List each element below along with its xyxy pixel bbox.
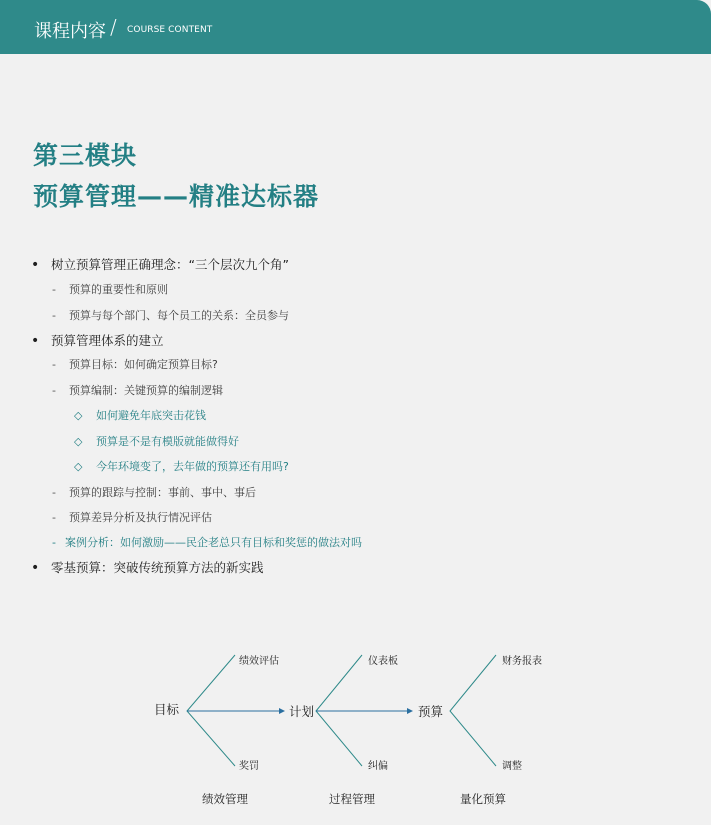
- caption-process-mgmt: 过程管理: [329, 792, 375, 806]
- outline-subitem: [52, 307, 289, 323]
- caption-perf-mgmt: 绩效管理: [202, 792, 248, 806]
- dash-icon: -: [52, 283, 56, 296]
- outline-subitem: [52, 509, 212, 525]
- outline-text: 预算与每个部门、每个员工的关系：全员参与: [69, 309, 289, 322]
- outline-text: 预算管理体系的建立: [51, 333, 164, 348]
- header-subtitle: COURSE CONTENT: [127, 25, 213, 35]
- bullet-icon: •: [31, 257, 40, 273]
- outline-text: 今年环境变了，去年做的预算还有用吗?: [96, 460, 289, 473]
- header-bar: [0, 0, 711, 54]
- outline-subsubitem: [74, 407, 206, 423]
- outline-text: 预算编制：关键预算的编制逻辑: [69, 384, 223, 397]
- bullet-icon: •: [31, 333, 40, 349]
- outline-text: 预算是不是有模版就能做得好: [96, 435, 239, 448]
- branch-dashboard: 仪表板: [368, 656, 398, 667]
- outline-text: 如何避免年底突击花钱: [96, 409, 206, 422]
- outline-text: 预算的跟踪与控制：事前、事中、事后: [69, 486, 256, 499]
- outline-case-item: [52, 534, 362, 550]
- module-title: 第三模块: [33, 141, 138, 170]
- dash-icon: -: [52, 384, 56, 397]
- outline-item: [31, 331, 164, 349]
- outline-text: 零基预算：突破传统预算方法的新实践: [51, 560, 264, 575]
- branch-correct: 纠偏: [368, 761, 388, 772]
- outline-subsubitem: [74, 433, 239, 449]
- outline-item: [31, 558, 264, 576]
- outline-text: 预算的重要性和原则: [69, 283, 168, 296]
- module-subtitle: 预算管理——精准达标器: [33, 182, 320, 211]
- header-title: 课程内容: [34, 21, 106, 42]
- outline-subitem: [52, 281, 168, 297]
- outline-text: 树立预算管理正确理念：“三个层次九个角”: [51, 257, 289, 272]
- outline-subsubitem: [74, 458, 289, 474]
- branch-perf-eval: 绩效评估: [239, 656, 279, 667]
- bullet-icon: •: [31, 560, 40, 576]
- outline-item: [31, 255, 289, 273]
- dash-icon: -: [52, 309, 56, 322]
- node-plan: 计划: [289, 704, 315, 719]
- outline-subitem: [52, 382, 223, 398]
- outline-subitem: [52, 356, 218, 372]
- budget-branch: [450, 655, 496, 766]
- branch-reward: 奖罚: [239, 761, 259, 772]
- branch-fin-report: 财务报表: [502, 656, 542, 667]
- branch-adjust: 调整: [502, 761, 522, 772]
- dash-icon: -: [52, 511, 56, 524]
- header-divider: /: [110, 15, 117, 39]
- outline-text: 预算目标：如何确定预算目标?: [69, 358, 218, 371]
- dash-icon: -: [52, 486, 56, 499]
- outline-text: 案例分析：如何激励——民企老总只有目标和奖惩的做法对吗: [65, 536, 362, 549]
- diamond-icon: ◇: [74, 460, 83, 473]
- diamond-icon: ◇: [74, 435, 83, 448]
- diamond-icon: ◇: [74, 409, 83, 422]
- dash-icon: -: [52, 536, 56, 549]
- outline-text: 预算差异分析及执行情况评估: [69, 511, 212, 524]
- node-target: 目标: [154, 702, 180, 717]
- outline-subitem: [52, 484, 256, 500]
- dash-icon: -: [52, 358, 56, 371]
- caption-quant-budget: 量化预算: [460, 792, 506, 806]
- node-budget: 预算: [418, 704, 444, 719]
